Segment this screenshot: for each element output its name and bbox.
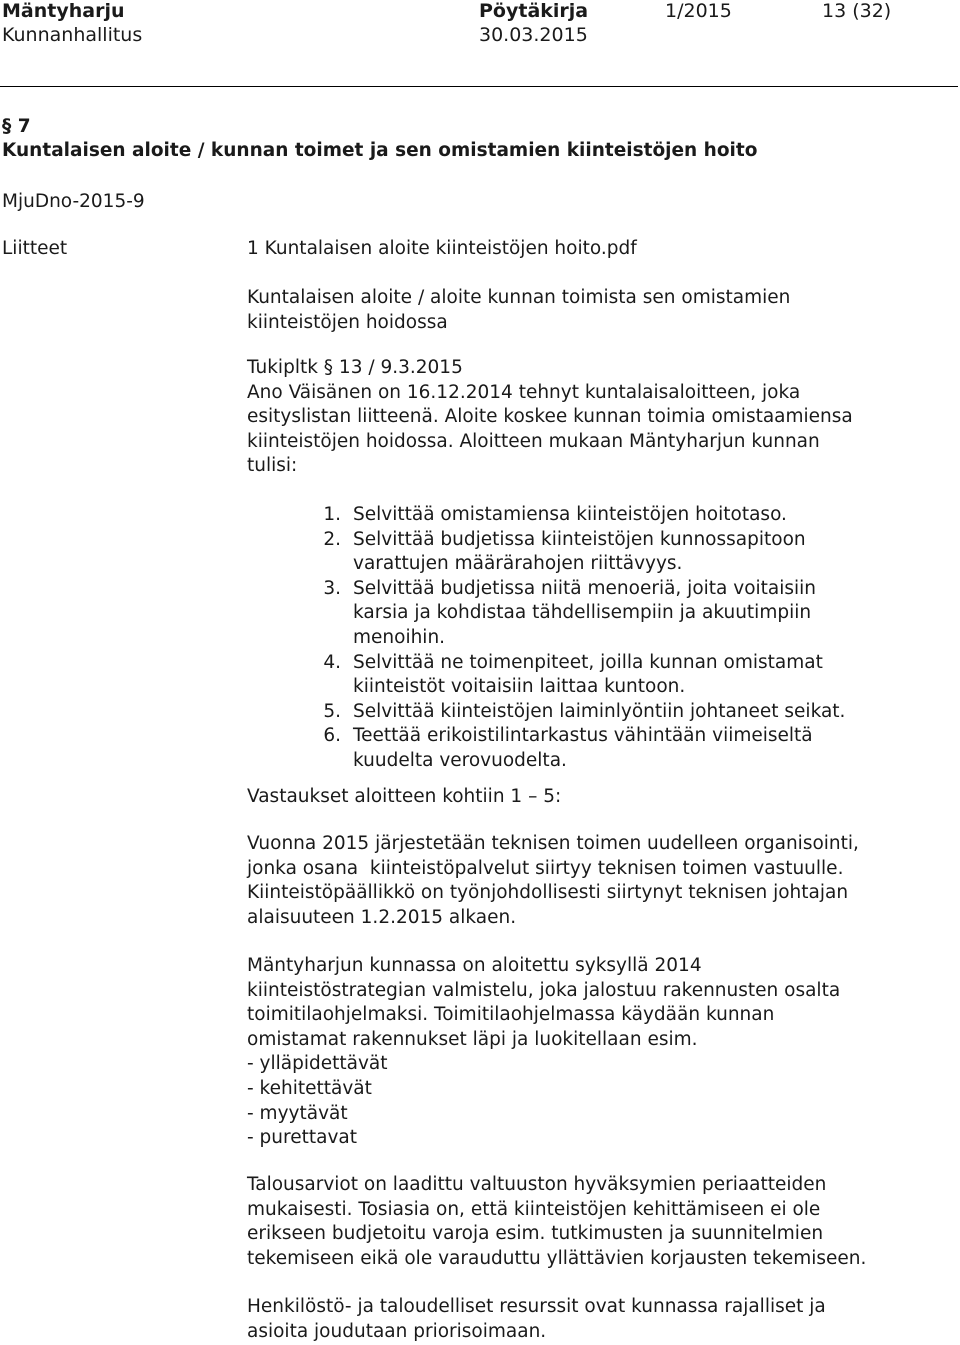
list-text: Selvittää ne toimenpiteet, joilla kunnan omistamat	[353, 651, 823, 673]
paragraph-line: erikseen budjetoitu varoja esim. tutkimusten ja suunnitelmien	[247, 1223, 824, 1245]
doc-type: Pöytäkirja	[479, 0, 589, 22]
classification-item: - ylläpidettävät	[247, 1053, 388, 1075]
classification-list	[247, 1052, 947, 1150]
list-text: kuudelta verovuodelta.	[353, 749, 567, 771]
attachment-link[interactable]: 1 Kuntalaisen aloite kiinteistöjen hoito.pdf	[247, 238, 637, 259]
list-text: karsia ja kohdistaa tähdellisempiin ja akuutimpiin	[353, 602, 812, 624]
paragraph-resources	[247, 1295, 947, 1344]
list-text: Selvittää kiinteistöjen laiminlyöntiin johtaneet seikat.	[353, 700, 846, 722]
attachments-label: Liitteet	[2, 238, 68, 259]
list-item	[323, 503, 953, 528]
paragraph-line: asioita joudutaan priorisoimaan.	[247, 1320, 547, 1342]
list-text: varattujen määrärahojen riittävyys.	[353, 553, 683, 575]
section-title: Kuntalaisen aloite / kunnan toimet ja sen omistamien kiinteistöjen hoito	[2, 140, 758, 161]
list-number: 5.	[323, 700, 341, 722]
paragraph-line: Talousarviot on laadittu valtuuston hyväksymien periaatteiden	[247, 1174, 827, 1195]
paragraph-line: Kiinteistöpäällikkö on työnjohdollisesti siirtynyt teknisen johtajan	[247, 882, 849, 904]
list-number: 1.	[323, 504, 341, 525]
classification-item: - purettavat	[247, 1127, 357, 1149]
paragraph-line: Henkilöstö- ja taloudelliset resurssit ovat kunnassa rajalliset ja	[247, 1296, 826, 1317]
intro-paragraph	[247, 356, 947, 479]
list-text: Teettää erikoistilintarkastus vähintään viimeiseltä	[353, 725, 813, 747]
paragraph-line: tekemiseen eikä ole varauduttu yllättävien korjausten tekemiseen.	[247, 1247, 867, 1269]
paragraph-line: Mäntyharjun kunnassa on aloitettu syksyllä 2014	[247, 955, 702, 976]
numbered-list	[323, 503, 953, 774]
paragraph-strategy	[247, 954, 947, 1151]
reference-number: MjuDno-2015-9	[2, 191, 145, 212]
intro-line: Tukipltk § 13 / 9.3.2015	[247, 357, 463, 378]
list-number: 4.	[323, 651, 341, 673]
list-text: Selvittää omistamiensa kiinteistöjen hoitotaso.	[353, 504, 787, 525]
list-text: Selvittää budjetissa kiinteistöjen kunnossapitoon	[353, 528, 806, 550]
intro-line: Ano Väisänen on 16.12.2014 tehnyt kuntalaisaloitteen, joka	[247, 381, 801, 403]
body-name: Kunnanhallitus	[2, 24, 143, 46]
list-number: 3.	[323, 577, 341, 599]
list-item	[323, 528, 953, 577]
paragraph-line: toimitilaohjelmaksi. Toimitilaohjelmassa käydään kunnan	[247, 1004, 775, 1026]
list-number: 2.	[323, 528, 341, 550]
list-number: 6.	[323, 725, 341, 747]
section-number: § 7	[2, 116, 31, 137]
answers-heading: Vastaukset aloitteen kohtiin 1 – 5:	[247, 786, 562, 807]
paragraph-reorganisation	[247, 832, 947, 930]
org-name: Mäntyharju	[2, 0, 125, 22]
paragraph-line: omistamat rakennukset läpi ja luokitellaan esim.	[247, 1028, 698, 1050]
proposal-heading	[247, 286, 947, 335]
list-item	[323, 700, 953, 725]
classification-item: - kehitettävät	[247, 1077, 372, 1099]
list-item	[323, 577, 953, 651]
proposal-heading-line: kiinteistöjen hoidossa	[247, 311, 448, 333]
intro-line: kiinteistöjen hoidossa. Aloitteen mukaan Mäntyharjun kunnan	[247, 430, 820, 452]
intro-line: esityslistan liitteenä. Aloite koskee kunnan toimia omistaamiensa	[247, 406, 853, 428]
list-text: menoihin.	[353, 626, 446, 648]
meeting-date: 30.03.2015	[479, 24, 588, 46]
header-rule	[0, 86, 958, 87]
list-item	[323, 724, 953, 773]
proposal-heading-line: Kuntalaisen aloite / aloite kunnan toimista sen omistamien	[247, 287, 791, 308]
paragraph-line: Vuonna 2015 järjestetään teknisen toimen uudelleen organisointi,	[247, 833, 859, 854]
intro-line: tulisi:	[247, 455, 298, 477]
paragraph-line: jonka osana kiinteistöpalvelut siirtyy teknisen toimen vastuulle.	[247, 857, 844, 879]
list-item	[323, 651, 953, 700]
classification-item: - myytävät	[247, 1102, 348, 1124]
page-number: 13 (32)	[822, 0, 892, 22]
paragraph-line: kiinteistöstrategian valmistelu, joka jalostuu rakennusten osalta	[247, 979, 841, 1001]
doc-number: 1/2015	[665, 0, 732, 22]
paragraph-line: alaisuuteen 1.2.2015 alkaen.	[247, 906, 517, 928]
list-text: Selvittää budjetissa niitä menoeriä, joita voitaisiin	[353, 577, 817, 599]
list-text: kiinteistöt voitaisiin laittaa kuntoon.	[353, 676, 686, 698]
paragraph-line: mukaisesti. Tosiasia on, että kiinteistöjen kehittämiseen ei ole	[247, 1198, 821, 1220]
paragraph-budget	[247, 1173, 947, 1271]
